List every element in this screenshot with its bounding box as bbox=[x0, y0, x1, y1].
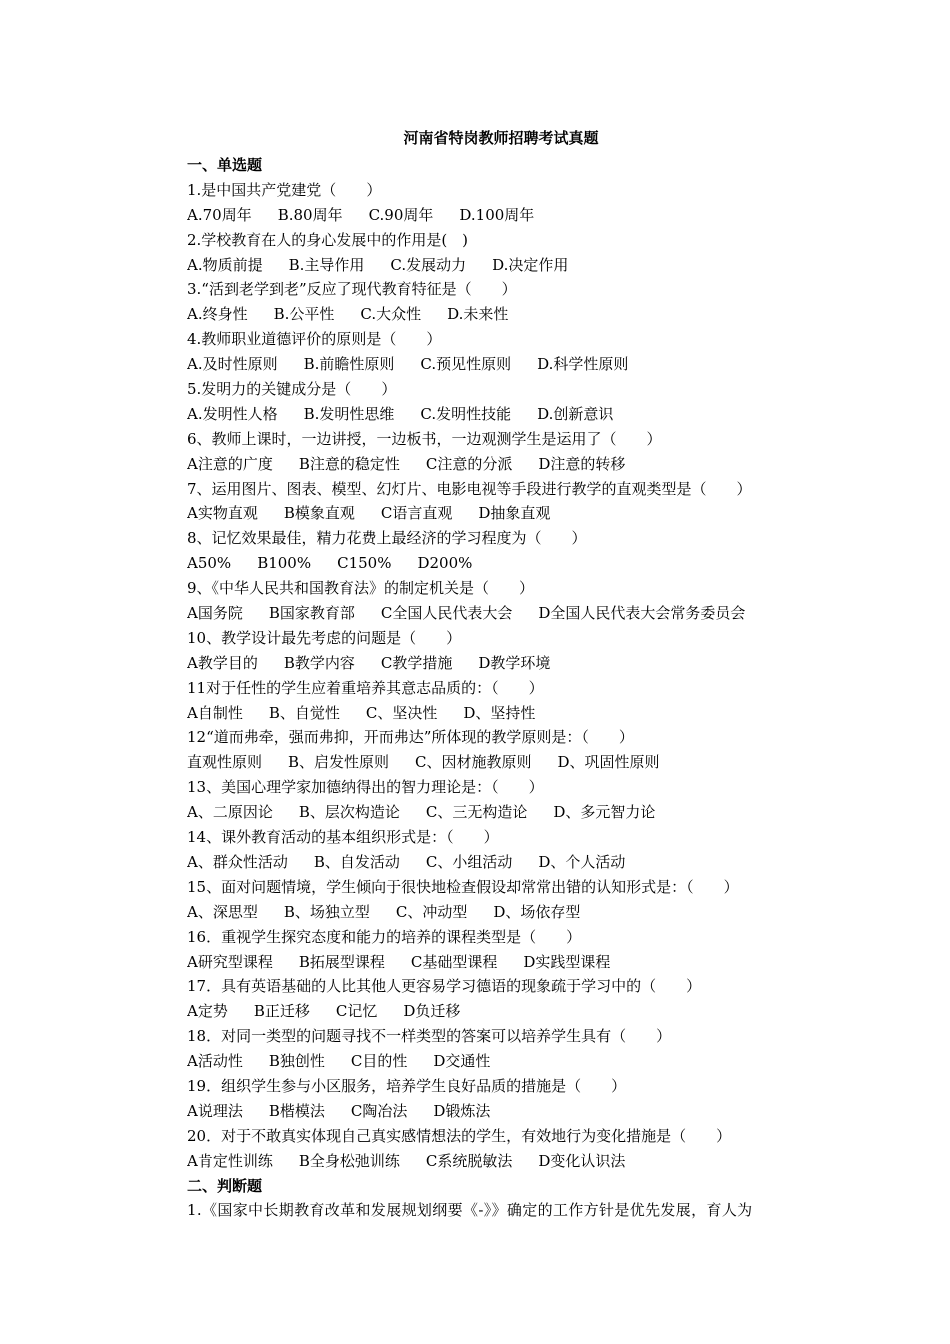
option-item: D抽象直观 bbox=[478, 504, 551, 523]
option-item: C150% bbox=[337, 554, 392, 573]
question-text: 9、《中华人民共和国教育法》的制定机关是（ ） bbox=[187, 579, 535, 598]
option-item: D实践型课程 bbox=[523, 952, 611, 971]
option-item: B拓展型课程 bbox=[298, 952, 385, 971]
option-item: C系统脱敏法 bbox=[425, 1151, 513, 1170]
option-item: B独创性 bbox=[268, 1052, 325, 1071]
option-item: D、多元智力论 bbox=[553, 803, 656, 822]
options-row bbox=[187, 551, 827, 576]
option-item: D全国人民代表大会常务委员会 bbox=[538, 604, 746, 623]
option-item: C.发展动力 bbox=[390, 255, 467, 274]
option-item: D.创新意识 bbox=[537, 404, 614, 423]
option-item: D教学环境 bbox=[478, 653, 551, 672]
question-text: 8、记忆效果最佳，精力花费上最经济的学习程度为（ ） bbox=[187, 529, 587, 548]
option-item: 直观性原则 bbox=[187, 753, 263, 772]
page-title: 河南省特岗教师招聘考试真题 bbox=[403, 129, 599, 147]
option-item: B、启发性原则 bbox=[288, 753, 390, 772]
option-item: A.终身性 bbox=[187, 305, 248, 324]
option-item: B、自觉性 bbox=[268, 703, 340, 722]
option-item: A.及时性原则 bbox=[187, 355, 278, 374]
option-item: C、坚决性 bbox=[365, 703, 438, 722]
option-item: C、小组活动 bbox=[425, 852, 513, 871]
option-item: C.发明性技能 bbox=[420, 404, 512, 423]
question-text: 11对于任性的学生应着重培养其意志品质的：（ ） bbox=[187, 678, 544, 697]
option-item: C.大众性 bbox=[360, 305, 422, 324]
option-item: D.未来性 bbox=[447, 305, 509, 324]
options-row bbox=[187, 601, 827, 626]
question-text: 18．对同一类型的问题寻找不一样类型的答案可以培养学生具有（ ） bbox=[187, 1027, 672, 1046]
option-item: D.决定作用 bbox=[492, 255, 569, 274]
option-item: B、场独立型 bbox=[283, 902, 370, 921]
options-row bbox=[187, 402, 827, 427]
option-item: A肯定性训练 bbox=[187, 1151, 273, 1170]
options-row bbox=[187, 1099, 827, 1124]
option-item: C、冲动型 bbox=[395, 902, 468, 921]
option-item: D.科学性原则 bbox=[537, 355, 629, 374]
options-row bbox=[187, 950, 827, 975]
option-item: C教学措施 bbox=[380, 653, 453, 672]
options-row bbox=[187, 701, 827, 726]
option-item: D锻炼法 bbox=[433, 1101, 491, 1120]
section-heading: 一、单选题 bbox=[187, 156, 263, 174]
option-item: A、二原因论 bbox=[187, 803, 273, 822]
options-row bbox=[187, 452, 827, 477]
options-row bbox=[187, 302, 827, 327]
option-item: C语言直观 bbox=[380, 504, 453, 523]
options-row bbox=[187, 253, 827, 278]
option-item: A实物直观 bbox=[187, 504, 258, 523]
option-item: A.物质前提 bbox=[187, 255, 263, 274]
question-text: 12“道而弗牵，强而弗抑，开而弗达”所体现的教学原则是：（ ） bbox=[187, 728, 634, 747]
option-item: B.主导作用 bbox=[288, 255, 365, 274]
option-item: A研究型课程 bbox=[187, 952, 273, 971]
options-row bbox=[187, 651, 827, 676]
option-item: B楷模法 bbox=[268, 1101, 325, 1120]
options-row bbox=[187, 203, 827, 228]
option-item: B.发明性思维 bbox=[303, 404, 395, 423]
option-item: B模象直观 bbox=[283, 504, 355, 523]
question-text: 16．重视学生探究态度和能力的培养的课程类型是（ ） bbox=[187, 927, 582, 946]
option-item: A、群众性活动 bbox=[187, 852, 288, 871]
question-text: 6、教师上课时，一边讲授，一边板书，一边观测学生是运用了（ ） bbox=[187, 429, 662, 448]
option-item: C目的性 bbox=[350, 1052, 408, 1071]
option-item: B注意的稳定性 bbox=[298, 454, 400, 473]
options-row bbox=[187, 750, 827, 775]
question-text: 4.教师职业道德评价的原则是（ ） bbox=[187, 330, 442, 349]
option-item: A自制性 bbox=[187, 703, 243, 722]
question-text: 19．组织学生参与小区服务，培养学生良好品质的措施是（ ） bbox=[187, 1076, 627, 1095]
option-item: A50% bbox=[187, 554, 232, 573]
option-item: B正迁移 bbox=[253, 1002, 310, 1021]
document-body bbox=[187, 153, 827, 1223]
option-item: D.100周年 bbox=[459, 205, 535, 224]
question-text: 1.是中国共产党建党（ ） bbox=[187, 180, 382, 199]
option-item: A国务院 bbox=[187, 604, 243, 623]
option-item: C基础型课程 bbox=[410, 952, 498, 971]
options-row bbox=[187, 352, 827, 377]
judgment-question-text: 1.《国家中长期教育改革和发展规划纲要《-》》确定的工作方针是优先发展，育人为 bbox=[187, 1201, 753, 1220]
option-item: D、坚持性 bbox=[463, 703, 536, 722]
question-text: 17．具有英语基础的人比其他人更容易学习德语的现象疏于学习中的（ ） bbox=[187, 977, 702, 996]
options-row bbox=[187, 900, 827, 925]
option-item: B、自发活动 bbox=[313, 852, 400, 871]
option-item: D200% bbox=[417, 554, 473, 573]
question-text: 20．对于不敢真实体现自己真实感情想法的学生，有效地行为变化措施是（ ） bbox=[187, 1126, 732, 1145]
option-item: C.预见性原则 bbox=[420, 355, 512, 374]
options-row bbox=[187, 999, 827, 1024]
option-item: B100% bbox=[257, 554, 312, 573]
question-text: 3.“活到老学到老”反应了现代教育特征是（ ） bbox=[187, 280, 517, 299]
question-text: 5.发明力的关键成分是（ ） bbox=[187, 380, 397, 399]
option-item: A活动性 bbox=[187, 1052, 243, 1071]
option-item: C全国人民代表大会 bbox=[380, 604, 513, 623]
option-item: B、层次构造论 bbox=[298, 803, 400, 822]
option-item: C记忆 bbox=[335, 1002, 378, 1021]
option-item: D负迁移 bbox=[403, 1002, 461, 1021]
option-item: B教学内容 bbox=[283, 653, 355, 672]
option-item: C、因材施教原则 bbox=[415, 753, 532, 772]
options-row bbox=[187, 501, 827, 526]
option-item: D交通性 bbox=[433, 1052, 491, 1071]
section-heading: 二、判断题 bbox=[187, 1176, 263, 1195]
question-text: 7、运用图片、图表、模型、幻灯片、电影电视等手段进行教学的直观类型是（ ） bbox=[187, 479, 752, 498]
option-item: D变化认识法 bbox=[538, 1151, 626, 1170]
option-item: C注意的分派 bbox=[425, 454, 513, 473]
option-item: A、深思型 bbox=[187, 902, 258, 921]
option-item: A说理法 bbox=[187, 1101, 243, 1120]
option-item: A注意的广度 bbox=[187, 454, 273, 473]
options-row bbox=[187, 800, 827, 825]
option-item: B.80周年 bbox=[277, 205, 343, 224]
option-item: B全身松弛训练 bbox=[298, 1151, 400, 1170]
option-item: B国家教育部 bbox=[268, 604, 355, 623]
option-item: D注意的转移 bbox=[538, 454, 626, 473]
options-row bbox=[187, 1149, 827, 1174]
option-item: C.90周年 bbox=[368, 205, 434, 224]
option-item: B.公平性 bbox=[273, 305, 335, 324]
option-item: A.发明性人格 bbox=[187, 404, 278, 423]
option-item: D、场依存型 bbox=[493, 902, 581, 921]
question-text: 15、面对问题情境，学生倾向于很快地检查假设却常常出错的认知形式是：（ ） bbox=[187, 877, 739, 896]
question-text: 13、美国心理学家加德纳得出的智力理论是：（ ） bbox=[187, 778, 544, 797]
option-item: D、巩固性原则 bbox=[557, 753, 660, 772]
option-item: D、个人活动 bbox=[538, 852, 626, 871]
option-item: C、三无构造论 bbox=[425, 803, 528, 822]
option-item: C陶冶法 bbox=[350, 1101, 408, 1120]
options-row bbox=[187, 850, 827, 875]
options-row bbox=[187, 1049, 827, 1074]
question-text: 2.学校教育在人的身心发展中的作用是( ) bbox=[187, 230, 469, 249]
option-item: A.70周年 bbox=[187, 205, 252, 224]
question-text: 14、课外教育活动的基本组织形式是：（ ） bbox=[187, 828, 499, 847]
question-text: 10、教学设计最先考虑的问题是（ ） bbox=[187, 628, 462, 647]
option-item: A定势 bbox=[187, 1002, 228, 1021]
option-item: A教学目的 bbox=[187, 653, 258, 672]
option-item: B.前瞻性原则 bbox=[303, 355, 395, 374]
